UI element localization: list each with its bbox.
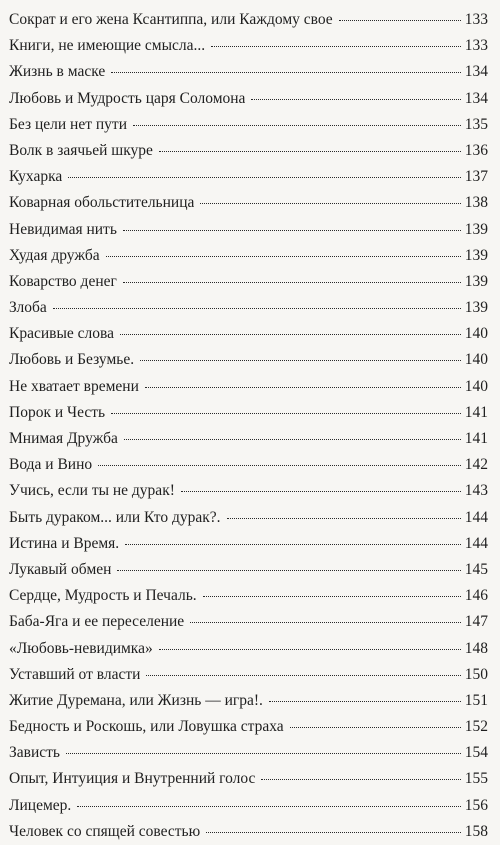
toc-entry-title: Злоба: [9, 299, 47, 317]
dot-leader: [140, 360, 461, 361]
toc-entry-page-number: 141: [464, 403, 488, 421]
toc-entry-page-number: 133: [464, 37, 488, 55]
toc-entry: [9, 505, 488, 531]
dot-leader: [106, 256, 461, 257]
toc-entry-title: Лицемер.: [9, 796, 72, 814]
toc-entry: [9, 793, 488, 819]
toc-entry: [9, 609, 488, 635]
toc-entry-title: Житие Дуремана, или Жизнь — игра!.: [9, 691, 263, 709]
toc-entry-title: Зависть: [9, 744, 60, 762]
toc-entry-title: Кухарка: [9, 168, 63, 186]
toc-entry: [9, 269, 488, 295]
toc-entry-page-number: 150: [464, 665, 488, 683]
toc-entry-page-number: 145: [464, 560, 488, 578]
dot-leader: [123, 230, 461, 231]
toc-entry-title: Коварная обольстительница: [9, 194, 195, 212]
toc-entry: [9, 217, 488, 243]
toc-entry: [9, 688, 488, 714]
toc-entry-page-number: 151: [464, 691, 488, 709]
toc-entry-page-number: 148: [464, 639, 488, 657]
toc-entry: [9, 321, 488, 347]
toc-entry-page-number: 139: [464, 246, 488, 264]
toc-entry-page-number: 139: [464, 220, 488, 238]
toc-entry-page-number: 147: [464, 613, 488, 631]
dot-leader: [159, 649, 461, 650]
toc-entry: [9, 819, 488, 845]
toc-entry-page-number: 140: [464, 325, 488, 343]
toc-entry-title: Сократ и его жена Ксантиппа, или Каждому свое: [9, 11, 333, 28]
toc-entry: [9, 636, 488, 662]
toc-entry-title: «Любовь-невидимка»: [9, 639, 153, 657]
toc-entry-page-number: 146: [464, 587, 488, 605]
dot-leader: [124, 439, 461, 440]
toc-entry-page-number: 134: [464, 89, 488, 107]
toc-entry-title: Сердце, Мудрость и Печаль.: [9, 587, 197, 605]
dot-leader: [339, 20, 461, 21]
dot-leader: [200, 203, 460, 204]
toc-entry-title: Жизнь в маске: [9, 63, 106, 81]
toc-entry-title: Книги, не имеющие смысла...: [9, 37, 206, 55]
toc-entry: [9, 138, 488, 164]
toc-entry-page-number: 142: [464, 456, 488, 474]
toc-entry-page-number: 144: [464, 534, 488, 552]
toc-entry-title: Любовь и Безумье.: [9, 351, 135, 369]
toc-entry-page-number: 140: [464, 377, 488, 395]
toc-entry-page-number: 141: [464, 430, 488, 447]
toc-entry-page-number: 140: [464, 351, 488, 369]
dot-leader: [211, 46, 461, 47]
dot-leader: [111, 72, 461, 73]
dot-leader: [261, 779, 460, 780]
dot-leader: [190, 622, 461, 623]
toc-entry-page-number: 144: [464, 508, 488, 526]
toc-entry-title: Уставший от власти: [9, 665, 141, 683]
toc-entry: [9, 295, 488, 321]
table-of-contents: [9, 7, 488, 845]
dot-leader: [133, 125, 461, 126]
toc-entry: [9, 59, 488, 85]
toc-entry: [9, 531, 488, 557]
toc-entry-title: Баба-Яга и ее переселение: [9, 613, 185, 631]
toc-entry: [9, 7, 488, 33]
toc-entry-page-number: 152: [464, 718, 488, 736]
toc-entry-title: Коварство денег: [9, 272, 117, 290]
toc-entry-title: Без цели нет пути: [9, 115, 127, 133]
toc-entry-title: Быть дураком... или Кто дурак?.: [9, 508, 221, 526]
dot-leader: [206, 832, 461, 833]
dot-leader: [98, 465, 461, 466]
toc-entry: [9, 33, 488, 59]
toc-entry-title: Лукавый обмен: [9, 560, 112, 578]
toc-entry-title: Вода и Вино: [9, 456, 93, 474]
toc-entry-page-number: 139: [464, 272, 488, 290]
toc-entry-title: Истина и Время.: [9, 534, 120, 552]
toc-entry: [9, 583, 488, 609]
toc-entry-title: Волк в заячьей шкуре: [9, 141, 153, 159]
toc-entry: [9, 426, 488, 452]
dot-leader: [145, 387, 461, 388]
toc-entry-title: Красивые слова: [9, 325, 114, 343]
dot-leader: [111, 413, 461, 414]
toc-entry-title: Человек со спящей совестью: [9, 822, 201, 840]
toc-entry-page-number: 154: [464, 744, 488, 762]
toc-entry-page-number: 156: [464, 796, 488, 814]
toc-entry: [9, 112, 488, 138]
toc-entry-title: Бедность и Роскошь, или Ловушка страха: [9, 718, 284, 736]
dot-leader: [251, 99, 460, 100]
dot-leader: [146, 675, 460, 676]
toc-entry: [9, 86, 488, 112]
toc-entry-title: Невидимая нить: [9, 220, 117, 238]
dot-leader: [68, 177, 460, 178]
toc-entry-page-number: 158: [464, 822, 488, 840]
toc-entry: [9, 164, 488, 190]
dot-leader: [269, 701, 461, 702]
dot-leader: [77, 806, 460, 807]
toc-entry-page-number: 137: [464, 168, 488, 186]
toc-entry-page-number: 133: [464, 11, 488, 28]
dot-leader: [290, 727, 461, 728]
toc-entry-page-number: 134: [464, 63, 488, 81]
toc-entry: [9, 662, 488, 688]
toc-entry-page-number: 155: [464, 770, 488, 788]
toc-entry: [9, 452, 488, 478]
toc-entry: [9, 740, 488, 766]
toc-entry: [9, 714, 488, 740]
toc-entry-title: Любовь и Мудрость царя Соломона: [9, 89, 246, 107]
dot-leader: [66, 753, 461, 754]
toc-entry: [9, 766, 488, 792]
toc-entry-title: Не хватает времени: [9, 377, 139, 395]
toc-entry-page-number: 136: [464, 141, 488, 159]
dot-leader: [117, 570, 460, 571]
toc-entry-page-number: 139: [464, 299, 488, 317]
dot-leader: [159, 151, 461, 152]
toc-entry: [9, 190, 488, 216]
toc-entry-title: Мнимая Дружба: [9, 430, 118, 447]
dot-leader: [123, 282, 461, 283]
toc-entry-page-number: 135: [464, 115, 488, 133]
toc-entry: [9, 478, 488, 504]
toc-entry-title: Худая дружба: [9, 246, 100, 264]
dot-leader: [227, 518, 461, 519]
dot-leader: [203, 596, 461, 597]
dot-leader: [120, 334, 461, 335]
toc-entry: [9, 243, 488, 269]
dot-leader: [125, 544, 461, 545]
toc-entry-title: Учись, если ты не дурак!: [9, 482, 175, 500]
toc-entry: [9, 347, 488, 373]
dot-leader: [53, 308, 461, 309]
toc-entry: [9, 374, 488, 400]
toc-entry-title: Опыт, Интуиция и Внутренний голос: [9, 770, 256, 788]
toc-entry: [9, 557, 488, 583]
toc-entry: [9, 400, 488, 426]
toc-entry-page-number: 143: [464, 482, 488, 500]
toc-entry-page-number: 138: [464, 194, 488, 212]
dot-leader: [181, 491, 461, 492]
toc-entry-title: Порок и Честь: [9, 403, 106, 421]
